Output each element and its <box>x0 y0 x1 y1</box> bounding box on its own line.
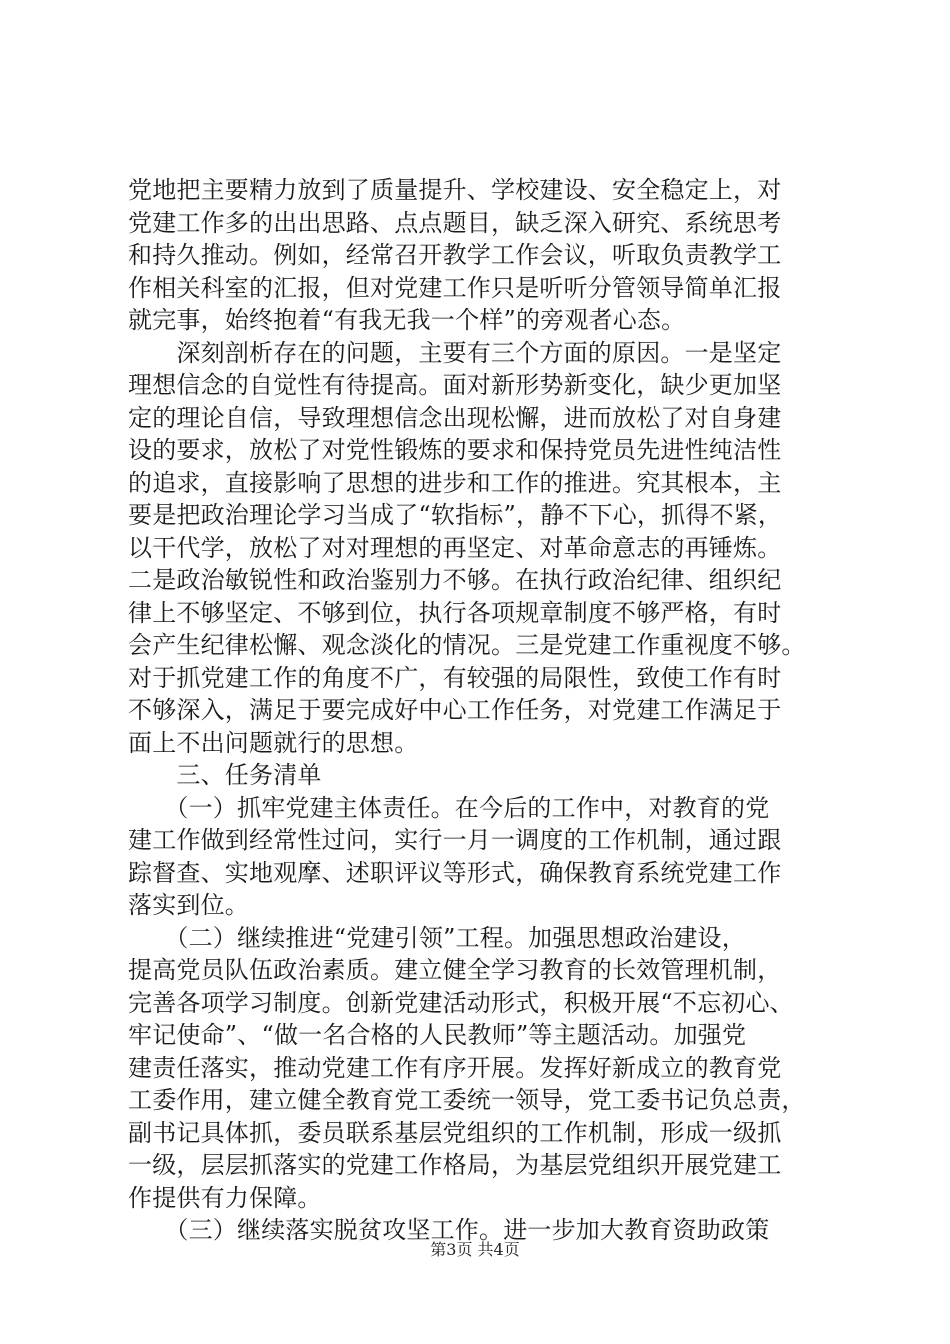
text-line: 的追求，直接影响了思想的进步和工作的推进。究其根本，主 <box>128 468 782 497</box>
text-line: （三）继续落实脱贫攻坚工作。进一步加大教育资助政策 <box>128 1216 770 1244</box>
text-line: 落实到位。 <box>128 891 249 919</box>
text-line: 对于抓党建工作的角度不广，有较强的局限性，致使工作有时 <box>128 663 782 692</box>
text-line: 要是把政治理论学习当成了“软指标”，静不下心，抓得不紧， <box>128 501 783 529</box>
text-line: 律上不够坚定、不够到位，执行各项规章制度不够严格，有时 <box>128 598 782 627</box>
text-line: 不够深入，满足于要完成好中心工作任务，对党建工作满足于 <box>128 696 782 724</box>
text-line: 理想信念的自觉性有待提高。面对新形势新变化，缺少更加坚 <box>128 371 782 399</box>
text-line: 作相关科室的汇报，但对党建工作只是听听分管领导简单汇报 <box>128 273 782 302</box>
text-line: 提高党员队伍政治素质。建立健全学习教育的长效管理机制， <box>128 956 782 984</box>
text-line: 会产生纪律松懈、观念淡化的情况。三是党建工作重视度不够。 <box>128 631 806 659</box>
text-line: 就完事，始终抱着“有我无我一个样”的旁观者心态。 <box>128 306 686 334</box>
document-body <box>128 174 828 1247</box>
text-line: 踪督查、实地观摩、述职评议等形式，确保教育系统党建工作 <box>128 858 782 887</box>
text-line: 牢记使命”、“做一名合格的人民教师”等主题活动。加强党 <box>128 1021 747 1049</box>
text-line: 建责任落实，推动党建工作有序开展。发挥好新成立的教育党 <box>128 1053 782 1082</box>
section-heading: 三、任务清单 <box>128 761 322 789</box>
text-line: 定的理论自信，导致理想信念出现松懈，进而放松了对自身建 <box>128 403 782 432</box>
text-line: 一级，层层抓落实的党建工作格局，为基层党组织开展党建工 <box>128 1151 782 1179</box>
page-number-footer: 第3页 共4页 <box>430 1240 520 1259</box>
text-line: 面上不出问题就行的思想。 <box>128 728 419 757</box>
text-line: 设的要求，放松了对党性锻炼的要求和保持党员先进性纯洁性 <box>128 436 782 464</box>
text-line: 和持久推动。例如，经常召开教学工作会议，听取负责教学工 <box>128 241 782 269</box>
text-line: 深刻剖析存在的问题，主要有三个方面的原因。一是坚定 <box>128 338 782 367</box>
text-line: 工委作用，建立健全教育党工委统一领导，党工委书记负总责， <box>128 1086 806 1114</box>
text-line: 完善各项学习制度。创新党建活动形式，积极开展“不忘初心、 <box>128 988 794 1017</box>
text-line: 二是政治敏锐性和政治鉴别力不够。在执行政治纪律、组织纪 <box>128 566 782 594</box>
text-line: 党建工作多的出出思路、点点题目，缺乏深入研究、系统思考 <box>128 208 782 237</box>
text-line: （一）抓牢党建主体责任。在今后的工作中，对教育的党 <box>128 793 770 822</box>
text-line: 建工作做到经常性过问，实行一月一调度的工作机制，通过跟 <box>128 826 782 854</box>
text-line: （二）继续推进“党建引领”工程。加强思想政治建设， <box>128 923 746 952</box>
text-line: 以干代学，放松了对对理想的再坚定、对革命意志的再锤炼。 <box>128 533 782 562</box>
text-line: 作提供有力保障。 <box>128 1183 322 1212</box>
text-line: 副书记具体抓，委员联系基层党组织的工作机制，形成一级抓 <box>128 1118 782 1147</box>
text-line: 党地把主要精力放到了质量提升、学校建设、安全稳定上，对 <box>128 176 782 204</box>
